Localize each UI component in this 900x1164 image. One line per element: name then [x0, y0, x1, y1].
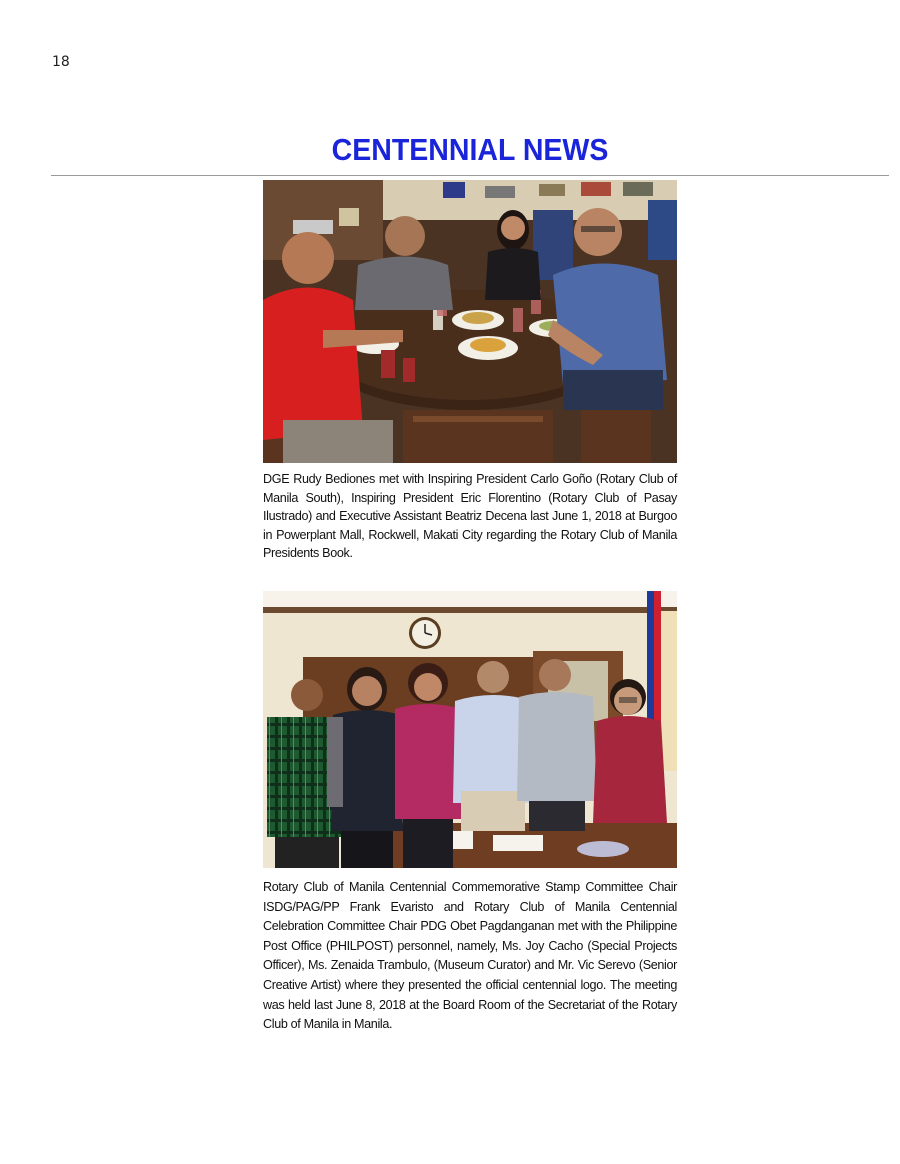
- group-standing-photo: [263, 591, 677, 868]
- photo-2-caption: Rotary Club of Manila Centennial Commemorative Stamp Committee Chair ISDG/PAG/PP Frank Evaristo and Rotary Club of Manila Centennial Celebration Committee Chair PDG Obet Pagdanganan met with the Philippine Post Office (PHILPOST) personnel, namely, Ms. Joy Cacho (Special Projects Officer), Ms. Zenaida Trambulo, (Museum Curator) and Mr. Vic Serevo (Senior Creative Artist) where they presented the official centennial logo. The meeting was held last June 8, 2018 at the Board Room of the Secretariat of the Rotary Club of Manila in Manila.: [263, 880, 677, 1032]
- page-number: 18: [52, 54, 70, 70]
- title-divider: [51, 175, 889, 176]
- page-title: CENTENNIAL NEWS: [331, 132, 609, 167]
- photo-1-caption: DGE Rudy Bediones met with Inspiring President Carlo Goño (Rotary Club of Manila South), Inspiring President Eric Florentino (Rotary Club of Pasay Ilustrado) and Executive Assistant Beatriz Decena last June 1, 2018 at Burgoo in Powerplant Mall, Rockwell, Makati City regarding the Rotary Club of Manila Presidents Book.: [263, 472, 677, 561]
- group-dinner-photo: [263, 180, 677, 463]
